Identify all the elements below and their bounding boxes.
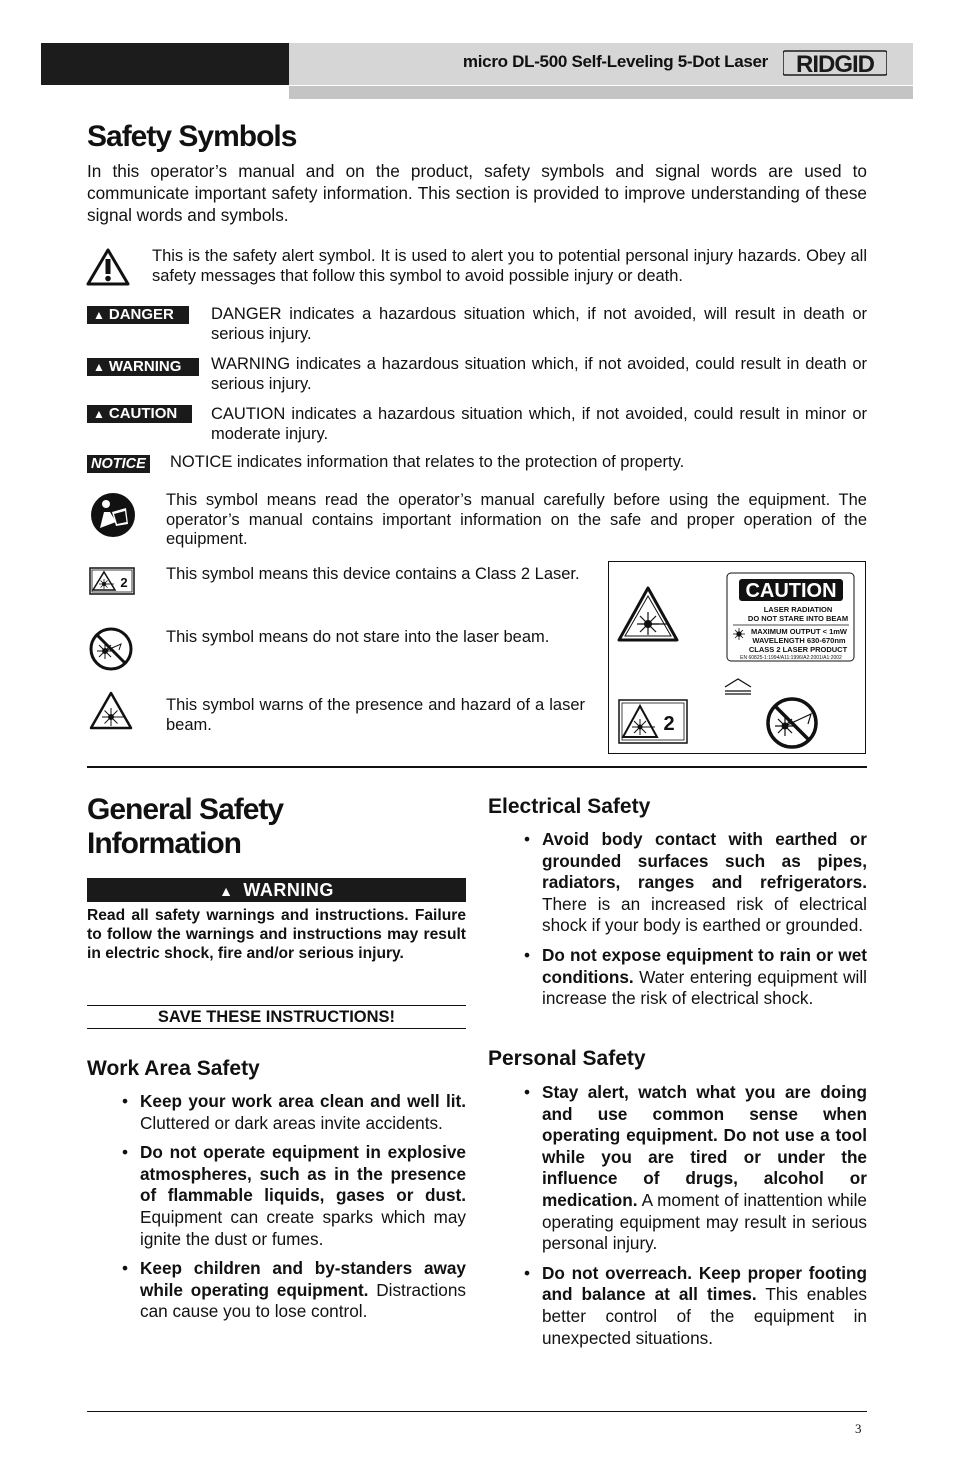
notice-text: NOTICE indicates information that relates to the protection of property. xyxy=(170,453,685,471)
warning-text: WARNING indicates a hazardous situation which, if not avoided, could result in death or serious injury. xyxy=(211,355,867,393)
panel-class2-icon xyxy=(619,700,687,743)
label-line1: LASER RADIATION xyxy=(763,605,833,614)
header-title: micro DL-500 Self-Leveling 5-Dot Laser xyxy=(462,52,768,71)
personal-list xyxy=(542,1082,867,1357)
class2-text: This symbol means this device contains a Class 2 Laser. xyxy=(166,565,580,583)
read-manual-icon xyxy=(90,492,136,538)
alert-text: This is the safety alert symbol. It is used to alert you to potential personal injury hazards. Obey all safety messages that follow this symbol to avoid possible injury or death. xyxy=(152,247,867,285)
work-area-title: Work Area Safety xyxy=(87,1057,260,1080)
header-underline xyxy=(289,86,913,99)
electrical-title: Electrical Safety xyxy=(488,795,651,818)
ridgid-logo xyxy=(783,49,887,79)
general-warning-text: Read all safety warnings and instructions. Failure to follow the warnings and instructions may result in electric shock, fire and/or serious injury. xyxy=(87,907,466,962)
laser-hazard-icon xyxy=(88,690,134,732)
caution-text: CAUTION indicates a hazardous situation which, if not avoided, could result in minor or moderate injury. xyxy=(211,405,867,443)
notice-badge: NOTICE xyxy=(87,455,150,473)
list-item: • Do not operate equipment in explosive atmospheres, such as in the presence of flammable liquids, gases or dust. Equipment can create sparks which may ignite the dust or fumes. xyxy=(140,1142,466,1250)
label-line6: EN 60825-1:1994/A11:1996/A2:2001/A1:2002 xyxy=(740,655,842,661)
section-divider xyxy=(87,766,867,768)
panel-class2-number: 2 xyxy=(663,713,675,735)
work-area-list xyxy=(140,1091,466,1331)
general-safety-title: General Safety Information xyxy=(87,793,284,860)
save-instructions: SAVE THESE INSTRUCTIONS! xyxy=(87,1005,466,1029)
label-line4: WAVELENGTH 630-670nm xyxy=(752,636,846,645)
danger-badge: ▲ DANGER xyxy=(87,306,189,324)
list-item: • Keep children and by-standers away while operating equipment. Distractions can cause you to lose control. xyxy=(140,1258,466,1323)
safety-alert-icon xyxy=(86,248,130,286)
page-number: 3 xyxy=(855,1421,862,1436)
class2-laser-icon xyxy=(89,567,135,595)
list-item: • Keep your work area clean and well lit. Cluttered or dark areas invite accidents. xyxy=(140,1091,466,1134)
laser-label-panel xyxy=(608,561,866,754)
label-line5: CLASS 2 LASER PRODUCT xyxy=(748,645,848,654)
list-item: • Do not expose equipment to rain or wet conditions. Water entering equipment will increase the risk of electrical shock. xyxy=(542,945,867,1010)
caution-badge: ▲ CAUTION xyxy=(87,405,192,423)
header-black-bar xyxy=(41,43,291,85)
manual-text: This symbol means read the operator’s manual carefully before using the equipment. The operator’s manual contains important information on the safe and proper operation of the equipment. xyxy=(166,491,867,548)
safety-symbols-title: Safety Symbols xyxy=(87,120,297,153)
list-item: • Avoid body contact with earthed or grounded surfaces such as pipes, radiators, ranges and refrigerators. There is an increased risk of electrical shock if your body is earthed or grounded. xyxy=(542,829,867,937)
class2-number: 2 xyxy=(120,575,128,590)
laser-aperture-icon xyxy=(725,679,751,694)
svg-text:CAUTION: CAUTION xyxy=(745,580,837,602)
label-line3: MAXIMUM OUTPUT < 1mW xyxy=(750,627,848,636)
no-stare-icon xyxy=(88,626,134,672)
alert-triangle-icon: ▲ xyxy=(219,883,234,899)
laser-label-caution xyxy=(745,580,836,602)
alert-triangle-icon: ▲ xyxy=(93,360,105,374)
list-item: • Do not overreach. Keep proper footing and balance at all times. This enables better control of the equipment in unexpected situations. xyxy=(542,1263,867,1349)
personal-title: Personal Safety xyxy=(488,1047,646,1070)
safety-intro: In this operator’s manual and on the product, safety symbols and signal words are used to communicate important safety information. This section is provided to improve understanding of these signal words and symbols. xyxy=(87,161,867,225)
label-line2: DO NOT STARE INTO BEAM xyxy=(747,614,849,623)
footer-line xyxy=(87,1411,867,1412)
general-warning-bar: ▲ WARNING xyxy=(87,878,466,902)
logo-text: RIDGID xyxy=(796,51,874,78)
no-stare-text: This symbol means do not stare into the laser beam. xyxy=(166,628,550,646)
electrical-list xyxy=(542,829,867,1018)
alert-triangle-icon: ▲ xyxy=(93,308,105,322)
panel-no-stare-icon xyxy=(768,699,816,747)
list-item: • Stay alert, watch what you are doing and use common sense when operating equipment. Do not use a tool while you are tired or under the influence of drugs, alcohol or medication. A moment of inattention while operating equipment may result in serious personal injury. xyxy=(542,1082,867,1255)
laser-hazard-text: This symbol warns of the presence and hazard of a laser beam. xyxy=(166,696,585,734)
alert-triangle-icon: ▲ xyxy=(93,407,105,421)
warning-badge: ▲ WARNING xyxy=(87,358,199,376)
danger-text: DANGER indicates a hazardous situation which, if not avoided, will result in death or serious injury. xyxy=(211,305,867,343)
